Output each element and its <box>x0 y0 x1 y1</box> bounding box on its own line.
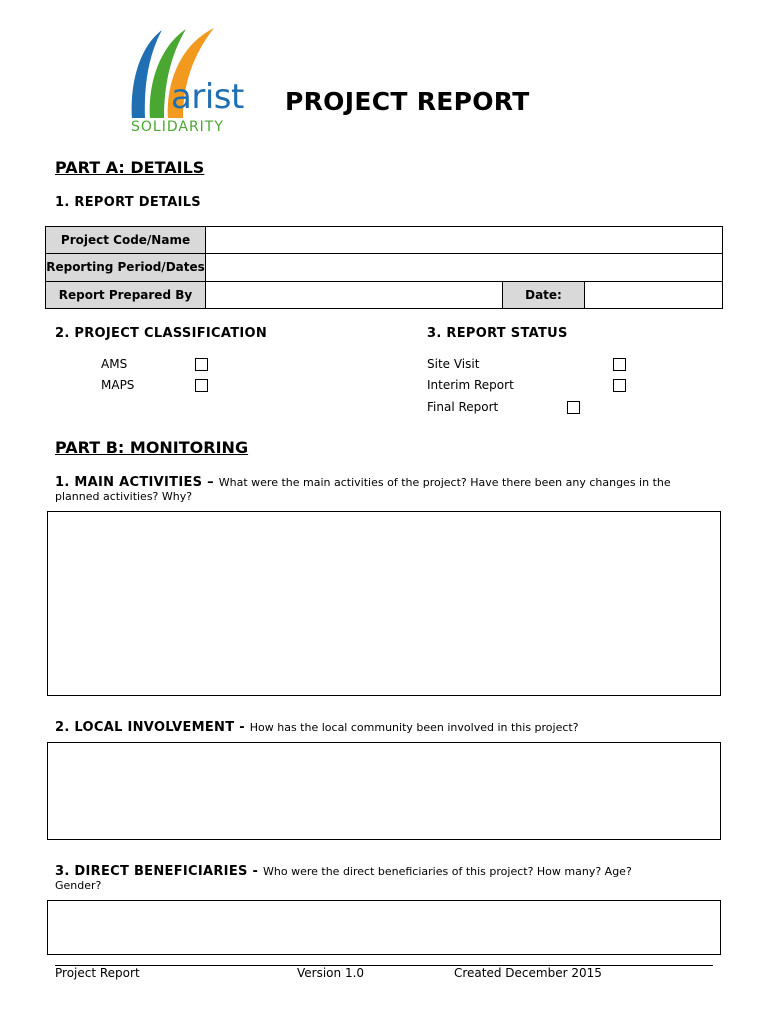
logo-wordmark: arist <box>171 77 244 117</box>
local-involvement-heading <box>55 720 579 735</box>
document-title: PROJECT REPORT <box>285 87 530 116</box>
prepared-by-field[interactable] <box>206 282 503 309</box>
reporting-period-field[interactable] <box>206 254 723 282</box>
ams-checkbox[interactable] <box>195 358 208 371</box>
footer-document-name: Project Report <box>55 966 140 980</box>
report-details-table <box>45 226 723 309</box>
status-option-label: Final Report <box>427 400 499 414</box>
footer-divider <box>55 965 713 966</box>
part-b-heading: PART B: MONITORING <box>55 438 249 457</box>
report-status-heading: 3. REPORT STATUS <box>427 326 568 341</box>
local-involvement-answer-box[interactable] <box>47 742 721 840</box>
direct-beneficiaries-heading <box>55 864 632 879</box>
main-activities-question-cont: planned activities? Why? <box>55 490 193 503</box>
direct-beneficiaries-title: 3. DIRECT BENEFICIARIES - <box>55 864 259 879</box>
interim-report-checkbox[interactable] <box>613 379 626 392</box>
local-involvement-question: How has the local community been involved in this project? <box>249 721 579 734</box>
project-code-label: Project Code/Name <box>46 227 206 254</box>
classification-option-label: AMS <box>101 357 128 371</box>
status-option-label: Interim Report <box>427 378 514 392</box>
date-field[interactable] <box>585 282 723 309</box>
classification-heading: 2. PROJECT CLASSIFICATION <box>55 326 268 341</box>
marist-solidarity-logo <box>128 26 278 138</box>
footer-created-date: Created December 2015 <box>454 966 602 980</box>
status-option-label: Site Visit <box>427 357 480 371</box>
classification-option-label: MAPS <box>101 378 135 392</box>
direct-beneficiaries-question-cont: Gender? <box>55 879 102 892</box>
prepared-by-label: Report Prepared By <box>46 282 206 309</box>
footer-version: Version 1.0 <box>297 966 365 980</box>
site-visit-checkbox[interactable] <box>613 358 626 371</box>
logo-subtitle: SOLIDARITY <box>131 119 224 135</box>
main-activities-question: What were the main activities of the project? Have there been any changes in the <box>218 476 671 489</box>
project-code-field[interactable] <box>206 227 723 254</box>
main-activities-heading <box>55 475 671 490</box>
part-a-heading: PART A: DETAILS <box>55 158 205 177</box>
main-activities-title: 1. MAIN ACTIVITIES – <box>55 475 214 490</box>
final-report-checkbox[interactable] <box>567 401 580 414</box>
maps-checkbox[interactable] <box>195 379 208 392</box>
table-row <box>46 227 723 254</box>
table-row <box>46 282 723 309</box>
direct-beneficiaries-question: Who were the direct beneficiaries of this project? How many? Age? <box>263 865 632 878</box>
reporting-period-label: Reporting Period/Dates <box>46 254 206 282</box>
main-activities-answer-box[interactable] <box>47 511 721 696</box>
report-details-heading: 1. REPORT DETAILS <box>55 195 201 210</box>
date-label: Date: <box>503 282 585 309</box>
local-involvement-title: 2. LOCAL INVOLVEMENT - <box>55 720 245 735</box>
direct-beneficiaries-answer-box[interactable] <box>47 900 721 955</box>
table-row <box>46 254 723 282</box>
